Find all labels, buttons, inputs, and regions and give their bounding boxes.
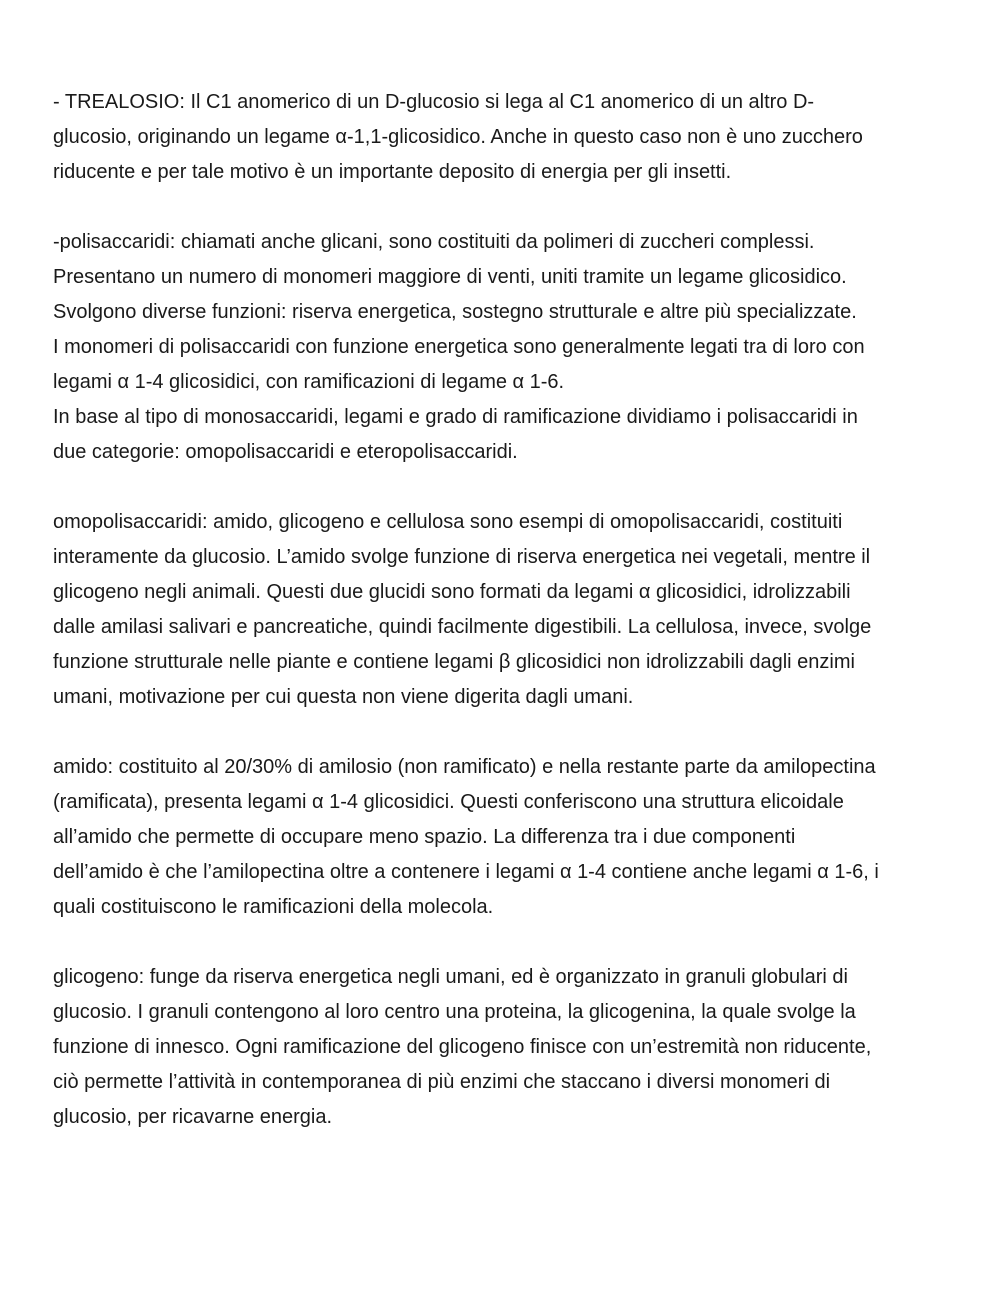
text-line: funzione strutturale nelle piante e contiene legami β glicosidici non idrolizzabili dagli enzimi [53, 651, 855, 673]
text-line: omopolisaccaridi: amido, glicogeno e cellulosa sono esempi di omopolisaccaridi, costituiti [53, 511, 843, 533]
text-line: due categorie: omopolisaccaridi e eteropolisaccaridi. [53, 441, 518, 463]
paragraph-glicogeno [53, 960, 953, 1135]
text-line: - TREALOSIO: Il C1 anomerico di un D-glucosio si lega al C1 anomerico di un altro D- [53, 91, 815, 113]
text-line: glicogeno negli animali. Questi due glucidi sono formati da legami α glicosidici, idrolizzabili [53, 581, 851, 603]
text-line: -polisaccaridi: chiamati anche glicani, sono costituiti da polimeri di zuccheri complessi. [53, 231, 815, 253]
text-line: dalle amilasi salivari e pancreatiche, quindi facilmente digestibili. La cellulosa, invece, svolge [53, 616, 872, 638]
text-line: glucosio, per ricavarne energia. [53, 1106, 333, 1128]
text-line: riducente e per tale motivo è un importante deposito di energia per gli insetti. [53, 161, 732, 183]
paragraph-trealosio [53, 85, 953, 190]
text-line: I monomeri di polisaccaridi con funzione energetica sono generalmente legati tra di loro con [53, 336, 865, 358]
text-line: legami α 1-4 glicosidici, con ramificazioni di legame α 1-6. [53, 371, 565, 393]
text-line: umani, motivazione per cui questa non viene digerita dagli umani. [53, 686, 634, 708]
document-page [53, 85, 953, 1170]
text-line: Svolgono diverse funzioni: riserva energetica, sostegno strutturale e altre più specializzate. [53, 301, 857, 323]
text-line: glucosio, originando un legame α-1,1-glicosidico. Anche in questo caso non è uno zucchero [53, 126, 863, 148]
text-line: ciò permette l’attività in contemporanea di più enzimi che staccano i diversi monomeri di [53, 1071, 831, 1093]
paragraph-omopolisaccaridi [53, 505, 953, 715]
text-line: dell’amido è che l’amilopectina oltre a contenere i legami α 1-4 contiene anche legami α 1-6, i [53, 861, 879, 883]
text-line: all’amido che permette di occupare meno spazio. La differenza tra i due componenti [53, 826, 796, 848]
text-line: (ramificata), presenta legami α 1-4 glicosidici. Questi conferiscono una struttura elicoidale [53, 791, 844, 813]
text-line: quali costituiscono le ramificazioni della molecola. [53, 896, 494, 918]
paragraph-polisaccaridi [53, 225, 953, 470]
text-line: interamente da glucosio. L’amido svolge funzione di riserva energetica nei vegetali, mentre il [53, 546, 871, 568]
text-line: amido: costituito al 20/30% di amilosio (non ramificato) e nella restante parte da amilopectina [53, 756, 876, 778]
text-line: Presentano un numero di monomeri maggiore di venti, uniti tramite un legame glicosidico. [53, 266, 847, 288]
text-line: glicogeno: funge da riserva energetica negli umani, ed è organizzato in granuli globulari di [53, 966, 848, 988]
text-line: glucosio. I granuli contengono al loro centro una proteina, la glicogenina, la quale svolge la [53, 1001, 856, 1023]
text-line: funzione di innesco. Ogni ramificazione del glicogeno finisce con un’estremità non riducente, [53, 1036, 872, 1058]
paragraph-amido [53, 750, 953, 925]
text-line: In base al tipo di monosaccaridi, legami e grado di ramificazione dividiamo i polisaccaridi in [53, 406, 858, 428]
